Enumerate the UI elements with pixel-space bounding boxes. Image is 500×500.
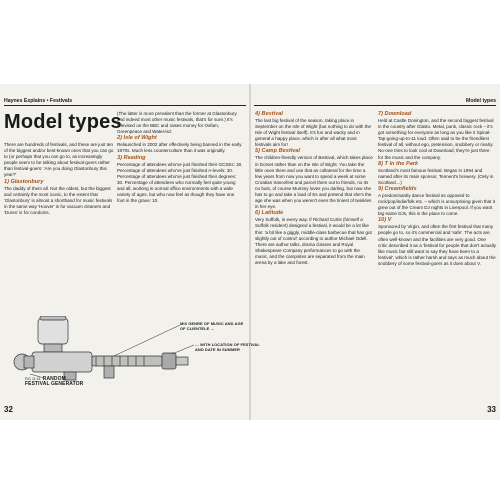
section-heading: 1) Glastonbury — [4, 178, 44, 185]
section-heading: 6) Latitude — [255, 210, 284, 217]
section-heading: 10) V — [378, 217, 392, 224]
column-2 — [117, 111, 243, 204]
page-number-left: 32 — [4, 405, 13, 414]
column-1 — [4, 142, 114, 216]
running-header-left: Haynes Explains • Festivals — [4, 98, 73, 104]
header-rule-right — [254, 105, 496, 106]
figure-caption-location: … WITH LOCATION OF FESTIVAL AND DATE IN SUMMER — [195, 342, 260, 352]
figure-title — [25, 377, 85, 387]
section-body: Held at Castle Donington, and the second biggest festival in the country after Glasto. Metal, punk, classic rock – it's got something for everyone as long as you like it Spinal-Tap-going-up-to-11 loud. Often said to be the friendliest festival of all, without ego, pretension, snobbery or rivalry. No-one tries to look cool at Download; they're just there for the music and the company. — [378, 118, 494, 160]
section-heading: 3) Reading — [117, 154, 146, 161]
column-3 — [255, 111, 373, 266]
section-body: A predominantly dance festival as opposed to rock/pop/indie/folk etc. – which is unsurprising given that it grew out of the Cream DJ nights in Liverpool. If you want big-name DJs, this is the place to come. — [378, 192, 496, 217]
section-body: The last big festival of the season, taking place in September on the Isle of Wight (but nothing to do with the Isle of Wight festival itself). It's fun and wacky and in general a happy place, which is after all what most festivals aim for! — [255, 118, 372, 148]
section-body: The children-friendly version of Bestival, which takes place in Dorset rather than on the Isle of Wight. You take the little ones there and use that as collateral for the time a few years from now you want to spend a week at some Croatian trancefest and parcel them out to friends, no its no buts, of course Mummy loves you darling, but now she has to go and take a load of Es and pretend that she's the age she was when you weren't even the tiniest of twinkles in her eye. — [255, 155, 373, 210]
section-heading: 8) T in the Park — [378, 160, 419, 167]
page-number-right: 33 — [487, 405, 496, 414]
section-heading: 4) Bestival — [255, 111, 283, 117]
section-heading: 9) Creamfields — [378, 185, 417, 192]
section-body: Very Suffolk, in every way. If Richard Curtis (himself a Suffolk resident) designed a festival, it would be a lot like this: 'a bit like a giggly, middle-class barbecue that has got slightly out of control' according to author Michael Odell. There are author talks, drama classes and Royal Shakespeare Company performances to go with the music, and the campsites are separated from the main arena by a lake and forest. — [255, 217, 372, 265]
section-heading: 7) Download — [378, 111, 412, 117]
section-body: Relaunched in 2002 after effectively being banned in the early 1970s. Much less counterculture than it was originally. — [117, 142, 242, 154]
section-body: Sponsored by Virgin, and often the first festival that many people go to, so it's commercial and 'safe'. The acts are often well-known and the facilities are very good. One critic described it as a 'festival for people that don't actually like music but still want to say they have been to a festival', which is rather harsh and says as much about the snobbery of some festival-goers as it does about V. — [378, 224, 496, 266]
section-body: (The latter is more prevalent than the former at Glastonbury and indeed most other music festivals, that's for sure.) It's televised on the BBC and raises money for Oxfam, Greenpeace and WaterAid. — [117, 111, 237, 135]
page-title: Model types — [4, 111, 122, 133]
section-heading: 2) Isle of Wight — [117, 135, 157, 142]
figure-caption-mix: MIX GENRE OF MUSIC AND AGE OF CLIENTELE … — [180, 321, 244, 331]
column-4 — [378, 111, 496, 267]
book-spine — [249, 84, 251, 420]
figure-label: FIG 11.01 — [25, 377, 41, 381]
running-header-right: Model types — [466, 98, 496, 104]
figure-title-text: RANDOM FESTIVAL GENERATOR — [25, 376, 84, 387]
section-body: Scotland's most famous festival. Began in 1994 and named after its main sponsor, Tennent's brewery. (Only in Scotland…) — [378, 167, 494, 185]
section-body: Percentage of attendees who've just finished their GCSEs: 30. Percentage of attendees who've just finished A-levels: 30. Percentage of attendees who've just finished their degrees: 30. Percentage of attendees who normally feel quite young and all, working in normal office environments with a wide variety of ages, but who now feel as though they have one foot in the grave: 10. — [117, 161, 243, 204]
header-rule-left — [4, 105, 246, 106]
section-body: The daddy of them all. Not the oldest, but the biggest and certainly the most iconic, to the extent that 'Glastonbury' is almost a shorthand for music festivals in the same way 'Hoover' is for vacuum cleaners and 'Durex' is for condoms. — [4, 185, 113, 215]
intro-paragraph: There are hundreds of festivals, and these are just ten of the biggest and/or best-known ones that you can go to (or perhaps that you can go to, as increasingly people seem to be talking about festival-goers rather than festival-goers: 'Are you doing Glastonbury this year?' — [4, 142, 114, 178]
section-heading: 5) Camp Bestival — [255, 148, 301, 155]
